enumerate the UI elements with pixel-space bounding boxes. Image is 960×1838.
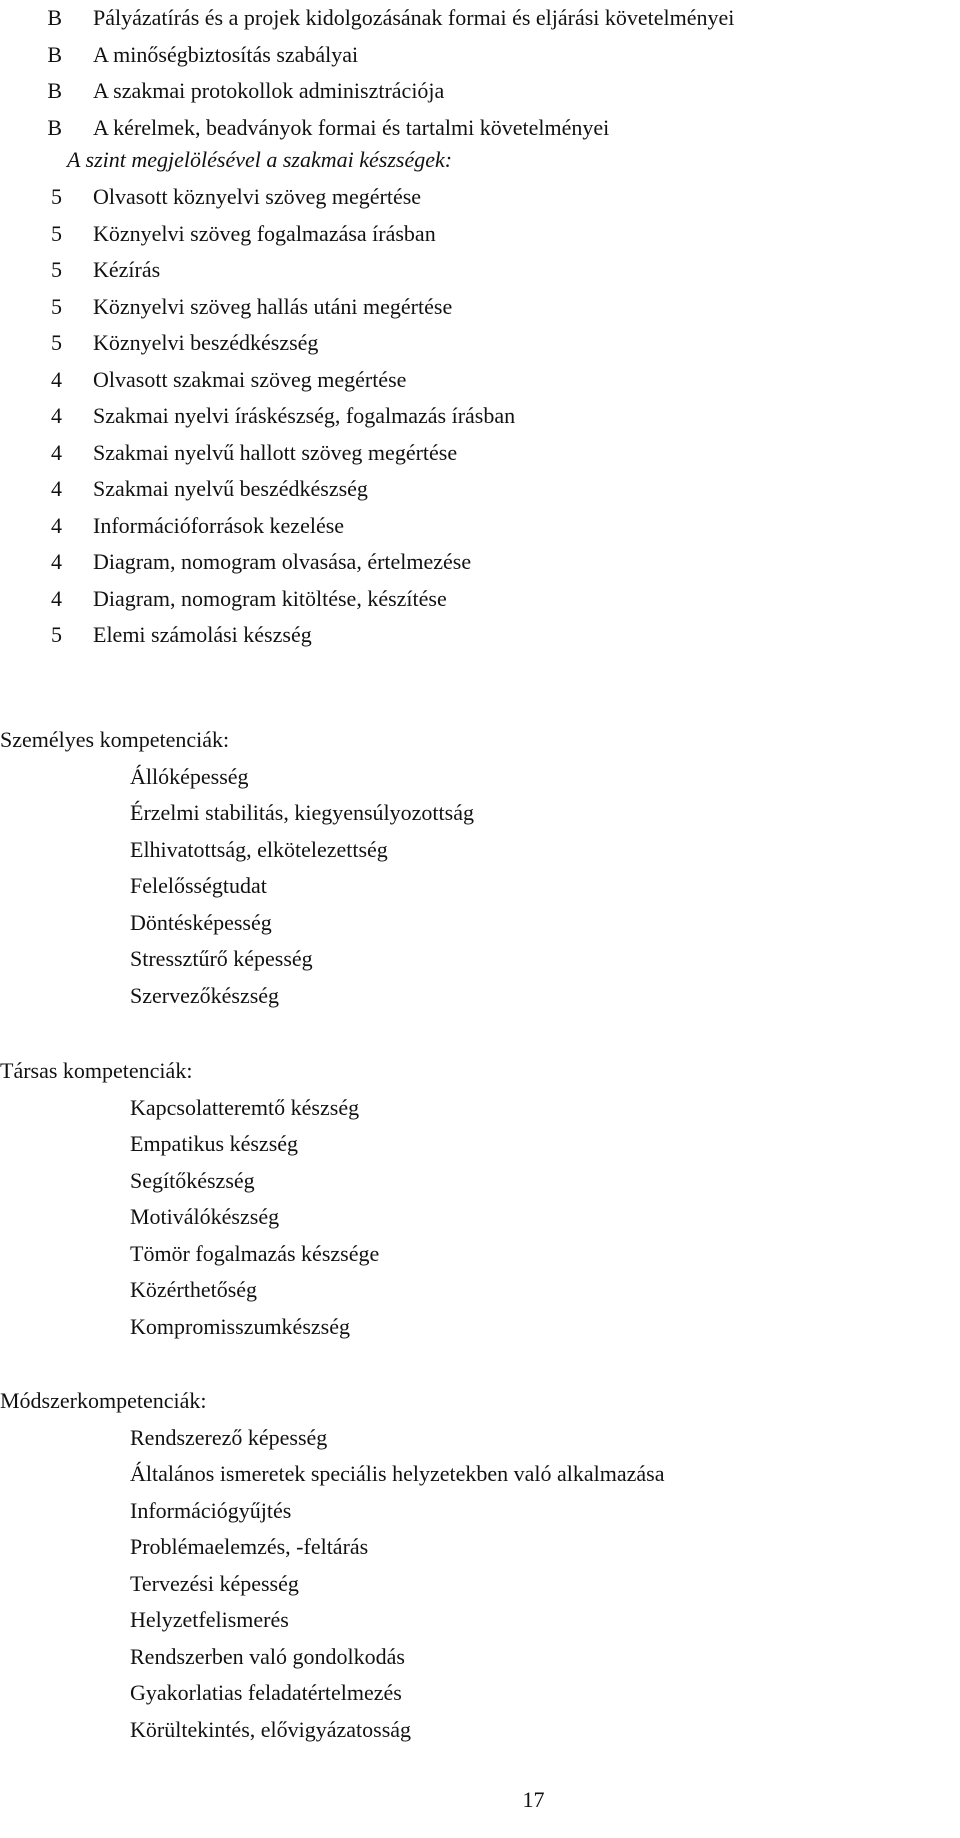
level-code: B — [47, 114, 62, 140]
level-code: B — [47, 41, 62, 67]
skill-text: Köznyelvi szöveg fogalmazása írásban — [93, 220, 436, 246]
competency-item: Felelősségtudat — [130, 873, 267, 898]
competency-heading: Társas kompetenciák: — [0, 1058, 193, 1083]
skill-row — [4, 289, 515, 326]
skill-text: Információforrások kezelése — [93, 512, 345, 538]
requirement-row — [4, 73, 734, 110]
skill-row — [4, 508, 515, 545]
competency-item: Tömör fogalmazás készsége — [130, 1240, 380, 1266]
competency-heading: Módszerkompetenciák: — [0, 1388, 207, 1413]
skill-text: Köznyelvi beszédkészség — [93, 330, 319, 355]
skill-text: Olvasott szakmai szöveg megértése — [93, 366, 407, 392]
skill-text: Szakmai nyelvű hallott szöveg megértése — [93, 439, 458, 465]
skill-text: Köznyelvi szöveg hallás utáni megértése — [93, 293, 453, 319]
skill-row — [4, 471, 515, 508]
requirement-text: A szakmai protokollok adminisztrációja — [93, 78, 445, 103]
requirement-row — [4, 110, 734, 147]
competency-item: Információgyűjtés — [130, 1497, 292, 1523]
requirement-text: Pályázatírás és a projek kidolgozásának formai és eljárási követelményei — [93, 5, 735, 30]
skill-text: Elemi számolási készség — [93, 622, 312, 647]
skill-text: Diagram, nomogram kitöltése, készítése — [93, 585, 447, 611]
competency-item: Problémaelemzés, -feltárás — [130, 1534, 369, 1559]
skill-level: 4 — [51, 476, 62, 501]
competency-item: Közérthetőség — [130, 1277, 258, 1302]
competency-heading: Személyes kompetenciák: — [0, 727, 230, 752]
skill-row — [4, 398, 515, 435]
skill-row — [4, 435, 515, 472]
competency-item: Kapcsolatteremtő készség — [130, 1094, 360, 1120]
level-code: B — [47, 78, 62, 103]
competency-item: Érzelmi stabilitás, kiegyensúlyozottság — [130, 800, 474, 825]
skill-level: 4 — [51, 439, 62, 465]
skill-text: Kézírás — [93, 257, 161, 282]
skill-row — [4, 325, 515, 362]
requirements-list — [4, 0, 734, 146]
skill-text: Szakmai nyelvű beszédkészség — [93, 476, 368, 501]
skill-row — [4, 252, 515, 289]
skill-level: 4 — [51, 366, 62, 392]
social-competencies — [0, 1053, 379, 1345]
skill-level: 4 — [51, 585, 62, 611]
skill-level: 4 — [51, 403, 62, 428]
skills-list — [4, 179, 515, 654]
level-code: B — [47, 5, 62, 30]
skill-row — [4, 216, 515, 253]
competency-item: Döntésképesség — [130, 909, 272, 935]
skill-text: Szakmai nyelvi íráskészség, fogalmazás írásban — [93, 403, 516, 428]
competency-item: Rendszerező képesség — [130, 1424, 328, 1450]
skill-level: 5 — [51, 184, 62, 209]
competency-item: Szervezőkészség — [130, 982, 280, 1008]
skill-row — [4, 362, 515, 399]
requirement-row — [4, 0, 734, 37]
skill-row — [4, 617, 515, 654]
competency-item: Empatikus készség — [130, 1131, 299, 1156]
skill-row — [4, 179, 515, 216]
skill-level: 5 — [51, 220, 62, 246]
requirement-text: A kérelmek, beadványok formai és tartalmi követelményei — [93, 114, 610, 140]
requirement-row — [4, 37, 734, 74]
skill-row — [4, 581, 515, 618]
competency-item: Általános ismeretek speciális helyzetekben való alkalmazása — [130, 1461, 665, 1486]
skill-text: Olvasott köznyelvi szöveg megértése — [93, 184, 422, 209]
skill-level: 5 — [51, 330, 62, 355]
method-competencies — [0, 1383, 665, 1748]
competency-item: Körültekintés, elővigyázatosság — [130, 1716, 412, 1742]
competency-item: Helyzetfelismerés — [130, 1607, 289, 1632]
skill-level: 5 — [51, 622, 62, 647]
skill-text: Diagram, nomogram olvasása, értelmezése — [93, 549, 472, 574]
competency-item: Segítőkészség — [130, 1167, 255, 1193]
page-number: 17 — [522, 1787, 545, 1812]
skill-level: 4 — [51, 512, 62, 538]
competency-item: Rendszerben való gondolkodás — [130, 1643, 405, 1669]
competency-item: Gyakorlatias feladatértelmezés — [130, 1680, 402, 1705]
competency-item: Motiválókészség — [130, 1204, 280, 1229]
competency-item: Kompromisszumkészség — [130, 1313, 350, 1339]
skill-level: 4 — [51, 549, 62, 574]
skill-level: 5 — [51, 293, 62, 319]
competency-item: Stressztűrő képesség — [130, 946, 313, 971]
skill-row — [4, 544, 515, 581]
competency-item: Elhivatottság, elkötelezettség — [130, 836, 388, 862]
requirement-text: A minőségbiztosítás szabályai — [93, 41, 359, 67]
personal-competencies — [0, 722, 474, 1014]
competency-item: Állóképesség — [130, 763, 249, 789]
skills-heading: A szint megjelölésével a szakmai készségek: — [67, 147, 453, 172]
competency-item: Tervezési képesség — [130, 1570, 299, 1596]
skill-level: 5 — [51, 257, 62, 282]
